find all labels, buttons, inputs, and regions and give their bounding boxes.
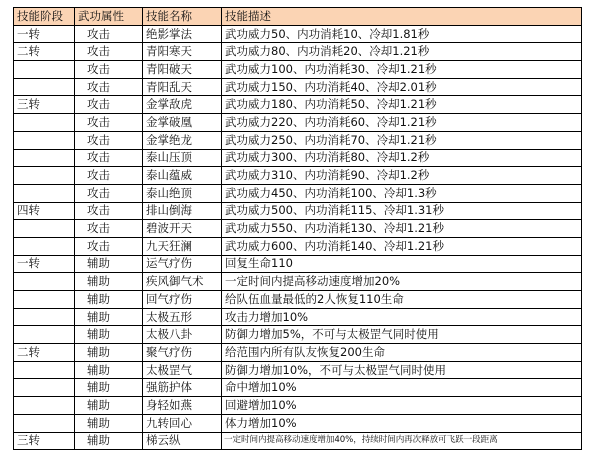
skill-name-cell: 梯云纵 [143,432,222,450]
description-cell: 体力增加10% [222,414,582,432]
stage-cell [14,379,75,397]
skill-name-cell: 强筋护体 [143,379,222,397]
skill-name-cell: 九天狂澜 [143,237,222,255]
header-attribute: 武功属性 [75,8,143,26]
description-cell: 防御力增加10%，不可与太极罡气同时使用 [222,361,582,379]
stage-cell: 二转 [14,344,75,362]
description-cell: 武功威力550、内功消耗130、冷却1.21秒 [222,220,582,238]
stage-cell [14,167,75,185]
stage-cell [14,131,75,149]
skill-name-cell: 疾风御气术 [143,273,222,291]
table-row [14,202,582,220]
description-cell: 回复生命110 [222,255,582,273]
description-cell: 一定时间内提高移动速度增加20% [222,273,582,291]
description-cell: 命中增加10% [222,379,582,397]
description-cell: 武功威力150、内功消耗40、冷却2.01秒 [222,78,582,96]
table-row [14,149,582,167]
table-row [14,291,582,309]
skill-name-cell: 金掌绝龙 [143,131,222,149]
description-cell: 武功威力300、内功消耗80、冷却1.2秒 [222,149,582,167]
attribute-cell: 辅助 [75,291,143,309]
skill-table [13,7,582,450]
table-row [14,273,582,291]
stage-cell [14,273,75,291]
attribute-cell: 辅助 [75,397,143,415]
description-cell: 武功威力250、内功消耗70、冷却1.21秒 [222,131,582,149]
skill-name-cell: 九转回心 [143,414,222,432]
skill-name-cell: 青阳寒天 [143,43,222,61]
stage-cell [14,184,75,202]
table-row [14,114,582,132]
stage-cell [14,220,75,238]
stage-cell: 一转 [14,255,75,273]
header-stage: 技能阶段 [14,8,75,26]
attribute-cell: 攻击 [75,220,143,238]
table-row [14,167,582,185]
stage-cell [14,78,75,96]
table-row [14,344,582,362]
table-row [14,25,582,43]
description-cell: 防御力增加5%，不可与太极罡气同时使用 [222,326,582,344]
description-cell: 攻击力增加10% [222,308,582,326]
stage-cell: 三转 [14,432,75,450]
attribute-cell: 攻击 [75,131,143,149]
stage-cell [14,308,75,326]
description-cell: 给范围内所有队友恢复200生命 [222,344,582,362]
attribute-cell: 辅助 [75,344,143,362]
description-cell: 武功威力310、内功消耗90、冷却1.2秒 [222,167,582,185]
table-row [14,61,582,79]
stage-cell [14,326,75,344]
attribute-cell: 攻击 [75,96,143,114]
attribute-cell: 攻击 [75,61,143,79]
attribute-cell: 辅助 [75,414,143,432]
stage-cell [14,414,75,432]
header-description: 技能描述 [222,8,582,26]
skill-name-cell: 青阳乱天 [143,78,222,96]
table-row [14,361,582,379]
table-row [14,432,582,450]
attribute-cell: 攻击 [75,114,143,132]
skill-name-cell: 身轻如燕 [143,397,222,415]
description-cell: 武功威力450、内功消耗100、冷却1.3秒 [222,184,582,202]
description-cell: 武功威力50、内功消耗10、冷却1.81秒 [222,25,582,43]
stage-cell: 二转 [14,43,75,61]
attribute-cell: 辅助 [75,255,143,273]
table-row [14,326,582,344]
skill-name-cell: 青阳破天 [143,61,222,79]
table-row [14,308,582,326]
skill-name-cell: 聚气疗伤 [143,344,222,362]
stage-cell [14,397,75,415]
table-row [14,78,582,96]
attribute-cell: 攻击 [75,167,143,185]
stage-cell [14,149,75,167]
description-cell: 武功威力180、内功消耗50、冷却1.21秒 [222,96,582,114]
skill-name-cell: 排山倒海 [143,202,222,220]
description-cell: 武功威力100、内功消耗30、冷却1.21秒 [222,61,582,79]
table-row [14,255,582,273]
attribute-cell: 辅助 [75,432,143,450]
stage-cell: 一转 [14,25,75,43]
skill-name-cell: 泰山绝顶 [143,184,222,202]
description-cell: 武功威力500、内功消耗115、冷却1.31秒 [222,202,582,220]
table-row [14,397,582,415]
table-row [14,131,582,149]
stage-cell [14,61,75,79]
skill-table-body [14,8,582,450]
table-row [14,220,582,238]
attribute-cell: 辅助 [75,326,143,344]
stage-cell [14,291,75,309]
description-cell: 武功威力600、内功消耗140、冷却1.21秒 [222,237,582,255]
stage-cell: 四转 [14,202,75,220]
stage-cell [14,361,75,379]
attribute-cell: 攻击 [75,237,143,255]
header-row [14,8,582,26]
skill-name-cell: 太极罡气 [143,361,222,379]
table-row [14,96,582,114]
attribute-cell: 辅助 [75,308,143,326]
description-cell: 回避增加10% [222,397,582,415]
attribute-cell: 攻击 [75,43,143,61]
description-cell: 武功威力220、内功消耗60、冷却1.21秒 [222,114,582,132]
skill-name-cell: 绝影掌法 [143,25,222,43]
table-row [14,43,582,61]
attribute-cell: 攻击 [75,149,143,167]
table-row [14,237,582,255]
header-skill-name: 技能名称 [143,8,222,26]
table-row [14,414,582,432]
skill-name-cell: 金掌破凰 [143,114,222,132]
attribute-cell: 辅助 [75,361,143,379]
skill-name-cell: 运气疗伤 [143,255,222,273]
table-row [14,379,582,397]
skill-name-cell: 金掌敌虎 [143,96,222,114]
attribute-cell: 攻击 [75,25,143,43]
skill-name-cell: 碧波开天 [143,220,222,238]
skill-name-cell: 回气疗伤 [143,291,222,309]
skill-name-cell: 泰山压顶 [143,149,222,167]
table-row [14,184,582,202]
attribute-cell: 攻击 [75,202,143,220]
skill-name-cell: 泰山蕴威 [143,167,222,185]
attribute-cell: 攻击 [75,78,143,96]
stage-cell [14,114,75,132]
stage-cell: 三转 [14,96,75,114]
skill-name-cell: 太极八卦 [143,326,222,344]
description-cell: 给队伍血量最低的2人恢复110生命 [222,291,582,309]
stage-cell [14,237,75,255]
skill-name-cell: 太极五形 [143,308,222,326]
attribute-cell: 攻击 [75,184,143,202]
description-cell: 武功威力80、内功消耗20、冷却1.21秒 [222,43,582,61]
attribute-cell: 辅助 [75,379,143,397]
attribute-cell: 辅助 [75,273,143,291]
description-cell: 一定时间内提高移动速度增加40%，持续时间内再次释放可飞跃一段距离 [222,432,582,450]
